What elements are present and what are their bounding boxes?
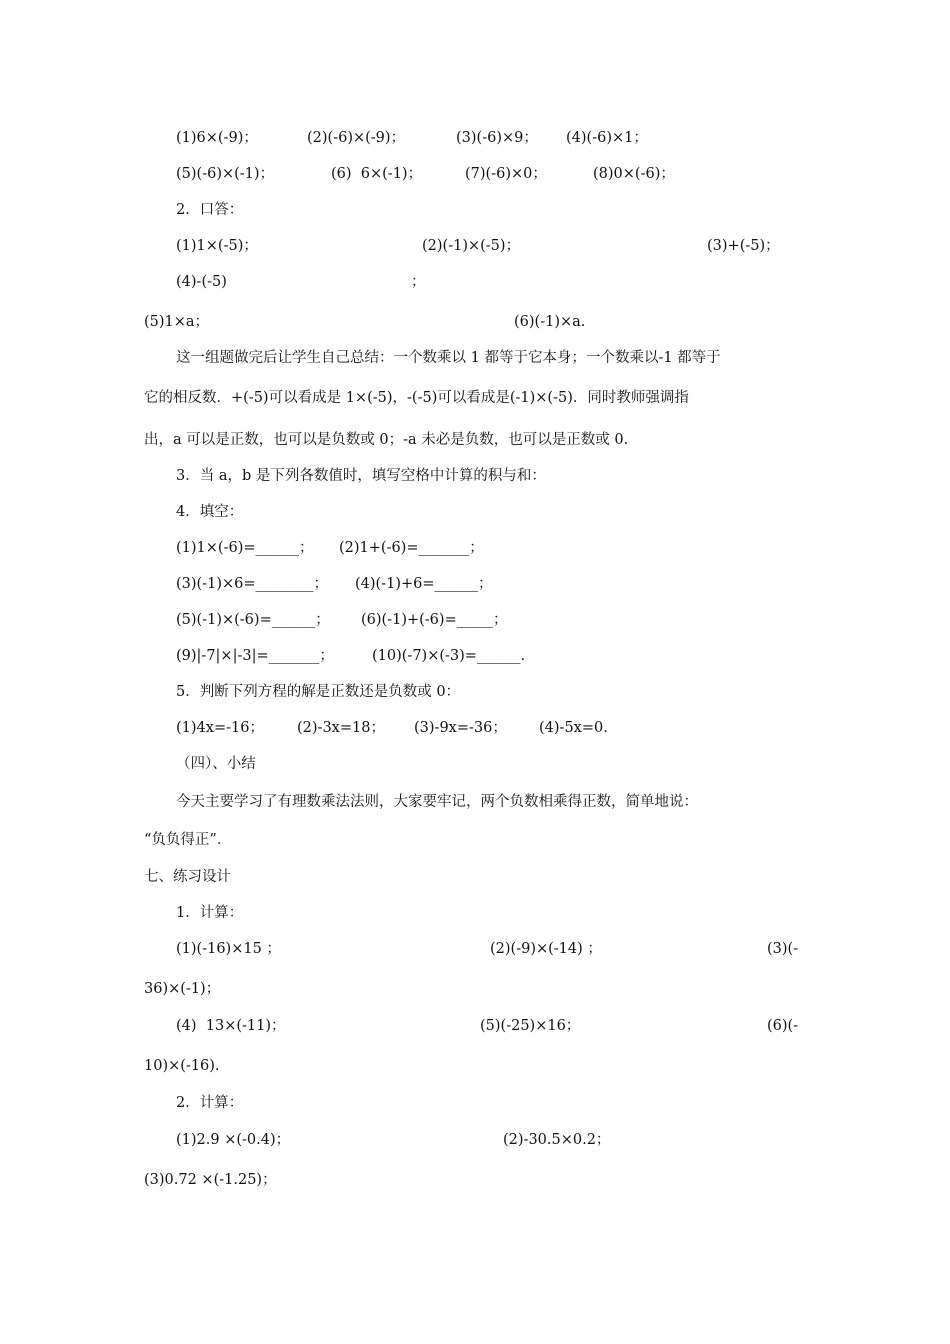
- calc-2-item-1: (1)2.9 ×(-0.4)；: [176, 1132, 291, 1148]
- oral-item-5: (5)1×a；: [144, 314, 210, 330]
- fill-item-6: (6)(-1)+(-6)=_____；: [361, 612, 508, 628]
- fill-item-2: (2)1+(-6)=_______；: [339, 540, 484, 556]
- calc-1-heading: 1．计算：: [176, 905, 244, 921]
- practice-item-6: (6) 6×(-1)；: [331, 166, 423, 182]
- question-3: 3．当 a，b 是下列各数值时，填写空格中计算的积与和：: [176, 468, 546, 484]
- calc-1-item-5: (5)(-25)×16；: [480, 1018, 581, 1034]
- calc-1-item-3: (3)(-: [767, 941, 799, 957]
- calc-1-item-4: (4) 13×(-11)；: [176, 1018, 286, 1034]
- question-5-heading: 5．判断下列方程的解是正数还是负数或 0：: [176, 684, 461, 700]
- fill-heading: 4．填空：: [176, 504, 244, 520]
- practice-item-8: (8)0×(-6)；: [593, 166, 675, 182]
- calc-1-item-3-continued: 36)×(-1)；: [144, 981, 221, 997]
- section-4-heading: （四）、小结: [176, 756, 256, 772]
- oral-heading: 2．口答：: [176, 202, 244, 218]
- fill-item-10: (10)(-7)×(-3)=______.: [372, 648, 526, 664]
- summary-line-2: 它的相反数．+(-5)可以看成是 1×(-5)，-(-5)可以看成是(-1)×(-5)．同时教师强调指: [144, 390, 689, 406]
- equation-4: (4)-5x=0.: [539, 720, 608, 736]
- practice-item-2: (2)(-6)×(-9)；: [307, 130, 406, 146]
- oral-item-1: (1)1×(-5)；: [176, 238, 258, 254]
- summary-line-1: 这一组题做完后让学生自己总结：一个数乘以 1 都等于它本身；一个数乘以-1 都等于: [176, 350, 721, 366]
- oral-item-2: (2)(-1)×(-5)；: [422, 238, 521, 254]
- section-4-line-2: “负负得正”．: [144, 832, 232, 848]
- oral-item-6: (6)(-1)×a.: [514, 314, 586, 330]
- fill-item-4: (4)(-1)+6=______；: [355, 576, 493, 592]
- fill-item-1: (1)1×(-6)=______；: [176, 540, 314, 556]
- calc-2-item-2: (2)-30.5×0.2；: [503, 1132, 611, 1148]
- practice-item-1: (1)6×(-9)；: [176, 130, 258, 146]
- section-4-line-1: 今天主要学习了有理数乘法法则，大家要牢记，两个负数相乘得正数，简单地说：: [176, 794, 698, 810]
- calc-1-item-6-continued: 10)×(-16).: [144, 1058, 220, 1074]
- equation-3: (3)-9x=-36；: [414, 720, 507, 736]
- section-7-heading: 七、练习设计: [144, 869, 231, 885]
- equation-2: (2)-3x=18；: [297, 720, 385, 736]
- summary-line-3: 出，a 可以是正数，也可以是负数或 0；-a 未必是负数，也可以是正数或 0.: [144, 432, 629, 448]
- practice-item-7: (7)(-6)×0；: [465, 166, 547, 182]
- equation-1: (1)4x=-16；: [176, 720, 264, 736]
- calc-1-item-6: (6)(-: [767, 1018, 799, 1034]
- fill-item-9: (9)|-7|×|-3|=_______；: [176, 648, 334, 664]
- oral-item-3: (3)+(-5)；: [707, 238, 780, 254]
- calc-2-heading: 2．计算：: [176, 1095, 244, 1111]
- oral-item-4-semicolon: ；: [411, 274, 426, 290]
- oral-item-4: (4)-(-5): [176, 274, 227, 290]
- calc-1-item-1: (1)(-16)×15 ；: [176, 941, 281, 957]
- fill-item-3: (3)(-1)×6=________；: [176, 576, 329, 592]
- practice-item-3: (3)(-6)×9；: [456, 130, 538, 146]
- calc-1-item-2: (2)(-9)×(-14) ；: [490, 941, 602, 957]
- calc-2-item-3: (3)0.72 ×(-1.25)；: [144, 1172, 277, 1188]
- fill-item-5: (5)(-1)×(-6)=______；: [176, 612, 330, 628]
- practice-item-4: (4)(-6)×1；: [566, 130, 648, 146]
- practice-item-5: (5)(-6)×(-1)；: [176, 166, 275, 182]
